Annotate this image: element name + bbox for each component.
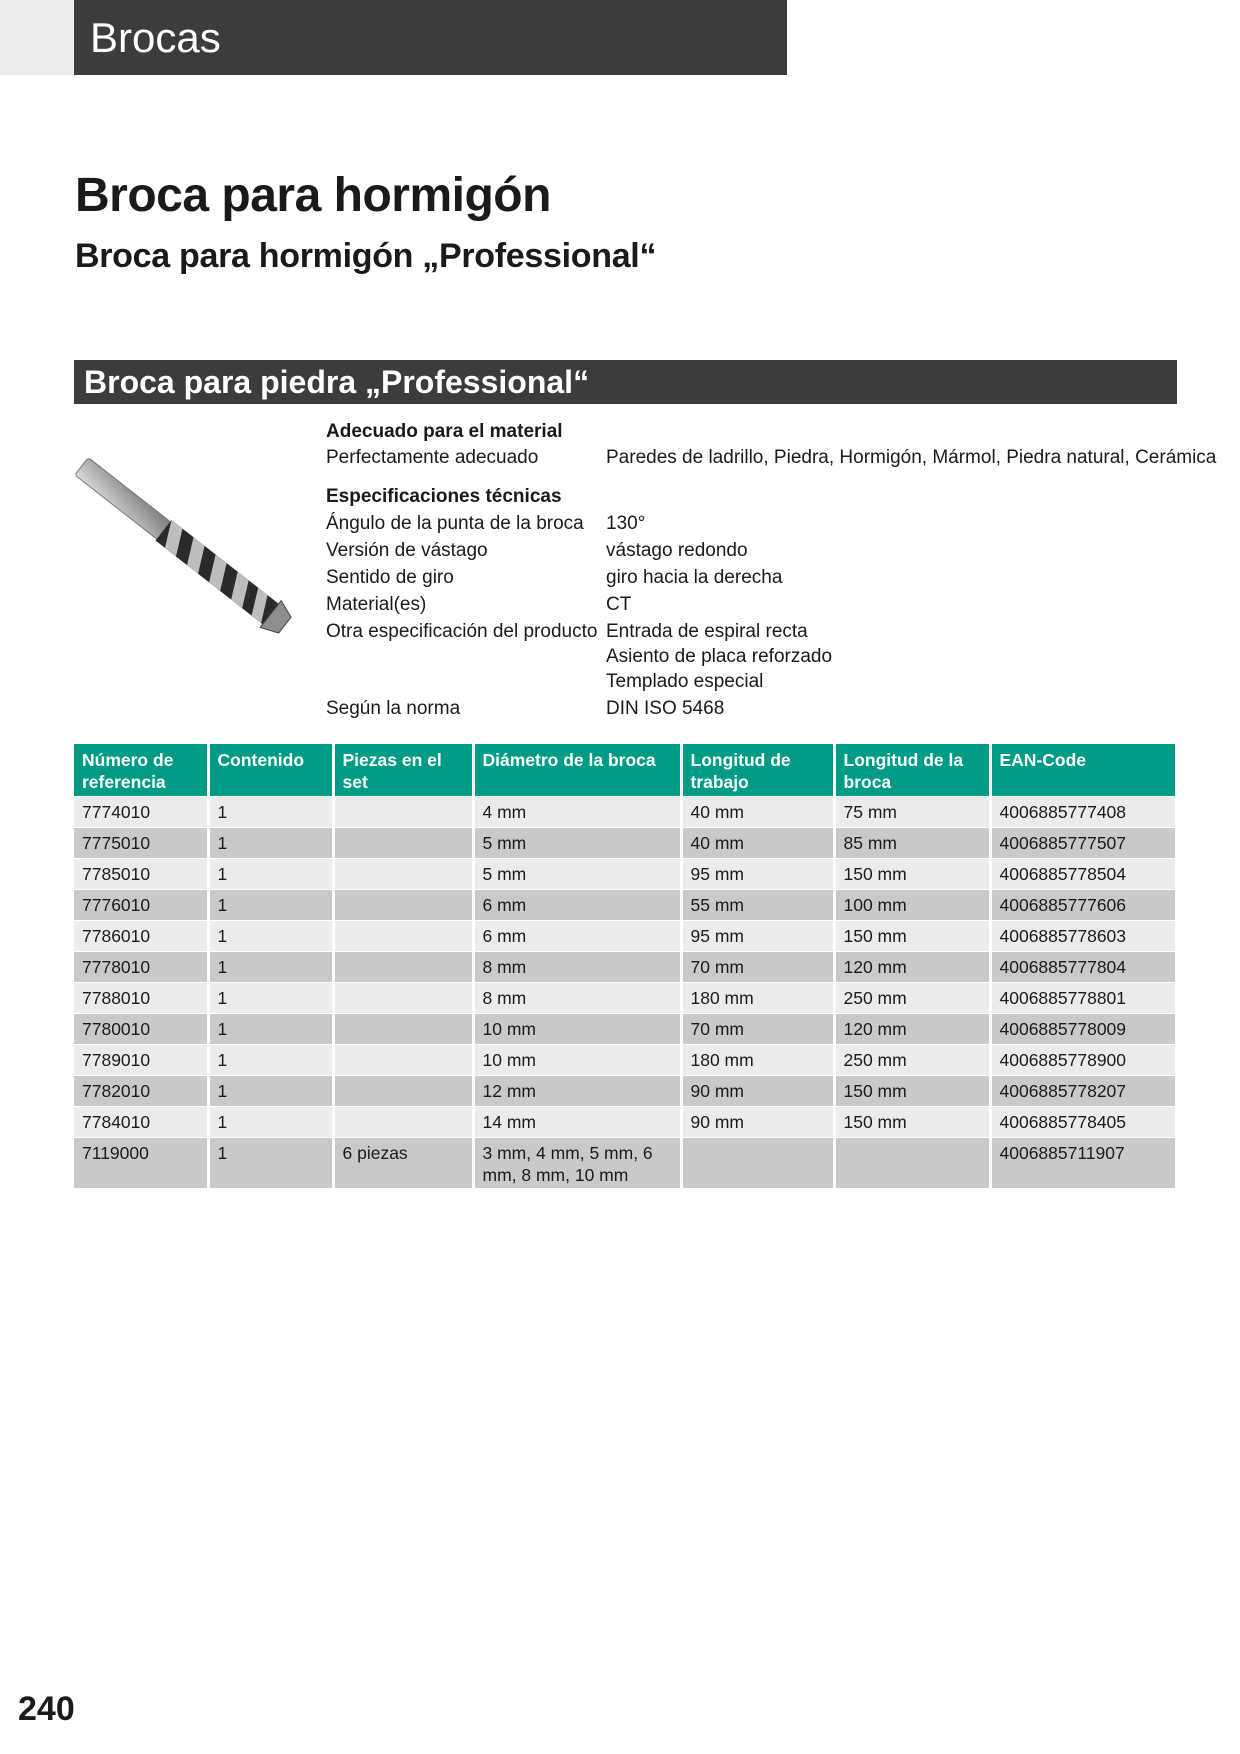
cell-reference: 7776010 (74, 890, 208, 921)
spec-label: Ángulo de la punta de la broca (326, 513, 584, 534)
cell-diameter: 3 mm, 4 mm, 5 mm, 6 mm, 8 mm, 10 mm (473, 1138, 681, 1189)
cell-total-length: 250 mm (834, 1045, 990, 1076)
cell-content: 1 (208, 1076, 333, 1107)
cell-content: 1 (208, 859, 333, 890)
spec-label: Versión de vástago (326, 540, 488, 561)
cell-diameter: 6 mm (473, 890, 681, 921)
spec-label: Material(es) (326, 594, 427, 615)
cell-working-length: 55 mm (681, 890, 834, 921)
cell-content: 1 (208, 1138, 333, 1189)
cell-reference: 7780010 (74, 1014, 208, 1045)
cell-content: 1 (208, 890, 333, 921)
corner-tab (0, 0, 74, 75)
cell-pieces (333, 921, 473, 952)
spec-value: 130° (606, 513, 646, 534)
perfect-label: Perfectamente adecuado (326, 447, 539, 468)
cell-reference: 7789010 (74, 1045, 208, 1076)
cell-reference: 7784010 (74, 1107, 208, 1138)
cell-working-length (681, 1138, 834, 1189)
table-row (74, 1076, 1175, 1107)
cell-ean: 4006885777507 (990, 828, 1175, 859)
page-subtitle: Broca para hormigón „Professional“ (75, 237, 657, 275)
product-table (74, 744, 1175, 1188)
table-row (74, 890, 1175, 921)
cell-total-length: 75 mm (834, 797, 990, 828)
cell-ean: 4006885777804 (990, 952, 1175, 983)
spec-value: giro hacia la derecha (606, 567, 783, 588)
cell-content: 1 (208, 921, 333, 952)
cell-working-length: 70 mm (681, 1014, 834, 1045)
spec-value: Entrada de espiral recta (606, 621, 808, 642)
cell-content: 1 (208, 1045, 333, 1076)
cell-content: 1 (208, 983, 333, 1014)
perfect-value: Paredes de ladrillo, Piedra, Hormigón, Mármol, Piedra natural, Cerámica (606, 447, 1217, 468)
table-row (74, 921, 1175, 952)
spec-label: Según la norma (326, 698, 461, 719)
col-header-diameter: Diámetro de la broca (473, 744, 681, 797)
spec-value: Asiento de placa reforzado (606, 646, 833, 667)
cell-pieces (333, 1014, 473, 1045)
cell-working-length: 95 mm (681, 921, 834, 952)
spec-value: vástago redondo (606, 540, 748, 561)
cell-pieces (333, 952, 473, 983)
page-title: Broca para hormigón (75, 169, 551, 222)
col-header-pieces: Piezas en el set (333, 744, 473, 797)
table-row (74, 1014, 1175, 1045)
cell-working-length: 180 mm (681, 983, 834, 1014)
cell-total-length (834, 1138, 990, 1189)
cell-diameter: 5 mm (473, 828, 681, 859)
cell-diameter: 10 mm (473, 1045, 681, 1076)
cell-ean: 4006885778504 (990, 859, 1175, 890)
table-row (74, 797, 1175, 828)
cell-reference: 7774010 (74, 797, 208, 828)
col-header-content: Contenido (208, 744, 333, 797)
cell-working-length: 70 mm (681, 952, 834, 983)
spec-label: Sentido de giro (326, 567, 454, 588)
cell-pieces (333, 1045, 473, 1076)
cell-working-length: 40 mm (681, 828, 834, 859)
col-header-working-length: Longitud de trabajo (681, 744, 834, 797)
cell-diameter: 5 mm (473, 859, 681, 890)
page-number: 240 (18, 1690, 75, 1728)
cell-ean: 4006885778405 (990, 1107, 1175, 1138)
cell-reference: 7775010 (74, 828, 208, 859)
cell-diameter: 14 mm (473, 1107, 681, 1138)
cell-total-length: 120 mm (834, 1014, 990, 1045)
cell-total-length: 100 mm (834, 890, 990, 921)
cell-pieces (333, 859, 473, 890)
cell-ean: 4006885778207 (990, 1076, 1175, 1107)
cell-ean: 4006885778801 (990, 983, 1175, 1014)
cell-content: 1 (208, 1107, 333, 1138)
cell-total-length: 120 mm (834, 952, 990, 983)
cell-pieces (333, 797, 473, 828)
cell-diameter: 8 mm (473, 983, 681, 1014)
cell-pieces (333, 890, 473, 921)
cell-total-length: 85 mm (834, 828, 990, 859)
drill-bit-image (74, 420, 304, 650)
cell-total-length: 150 mm (834, 1107, 990, 1138)
cell-ean: 4006885778900 (990, 1045, 1175, 1076)
cell-ean: 4006885711907 (990, 1138, 1175, 1189)
cell-reference: 7119000 (74, 1138, 208, 1189)
cell-working-length: 180 mm (681, 1045, 834, 1076)
cell-reference: 7782010 (74, 1076, 208, 1107)
table-row (74, 983, 1175, 1014)
cell-content: 1 (208, 797, 333, 828)
cell-ean: 4006885777408 (990, 797, 1175, 828)
tech-heading: Especificaciones técnicas (326, 486, 562, 507)
col-header-ean: EAN-Code (990, 744, 1175, 797)
table-header-row (74, 744, 1175, 797)
cell-diameter: 12 mm (473, 1076, 681, 1107)
cell-pieces (333, 983, 473, 1014)
table-row (74, 1107, 1175, 1138)
table-row (74, 952, 1175, 983)
cell-working-length: 95 mm (681, 859, 834, 890)
spec-value: Templado especial (606, 671, 764, 692)
table-row (74, 1045, 1175, 1076)
cell-diameter: 8 mm (473, 952, 681, 983)
col-header-reference: Número de referencia (74, 744, 208, 797)
material-heading: Adecuado para el material (326, 421, 563, 442)
cell-pieces: 6 piezas (333, 1138, 473, 1189)
cell-total-length: 150 mm (834, 1076, 990, 1107)
cell-reference: 7785010 (74, 859, 208, 890)
cell-ean: 4006885778603 (990, 921, 1175, 952)
spec-value: DIN ISO 5468 (606, 698, 725, 719)
cell-pieces (333, 1107, 473, 1138)
cell-diameter: 10 mm (473, 1014, 681, 1045)
cell-total-length: 250 mm (834, 983, 990, 1014)
cell-ean: 4006885778009 (990, 1014, 1175, 1045)
table-row (74, 859, 1175, 890)
cell-content: 1 (208, 952, 333, 983)
category-header: Brocas (74, 0, 787, 75)
cell-content: 1 (208, 1014, 333, 1045)
spec-label: Otra especificación del producto (326, 621, 598, 642)
col-header-total-length: Longitud de la broca (834, 744, 990, 797)
cell-working-length: 40 mm (681, 797, 834, 828)
table-row (74, 1138, 1175, 1189)
cell-diameter: 6 mm (473, 921, 681, 952)
section-title: Broca para piedra „Professional“ (74, 360, 1177, 404)
cell-reference: 7786010 (74, 921, 208, 952)
cell-ean: 4006885777606 (990, 890, 1175, 921)
table-row (74, 828, 1175, 859)
cell-total-length: 150 mm (834, 859, 990, 890)
cell-diameter: 4 mm (473, 797, 681, 828)
cell-working-length: 90 mm (681, 1107, 834, 1138)
cell-total-length: 150 mm (834, 921, 990, 952)
cell-pieces (333, 1076, 473, 1107)
cell-content: 1 (208, 828, 333, 859)
cell-working-length: 90 mm (681, 1076, 834, 1107)
spec-value: CT (606, 594, 632, 615)
cell-pieces (333, 828, 473, 859)
cell-reference: 7778010 (74, 952, 208, 983)
cell-reference: 7788010 (74, 983, 208, 1014)
